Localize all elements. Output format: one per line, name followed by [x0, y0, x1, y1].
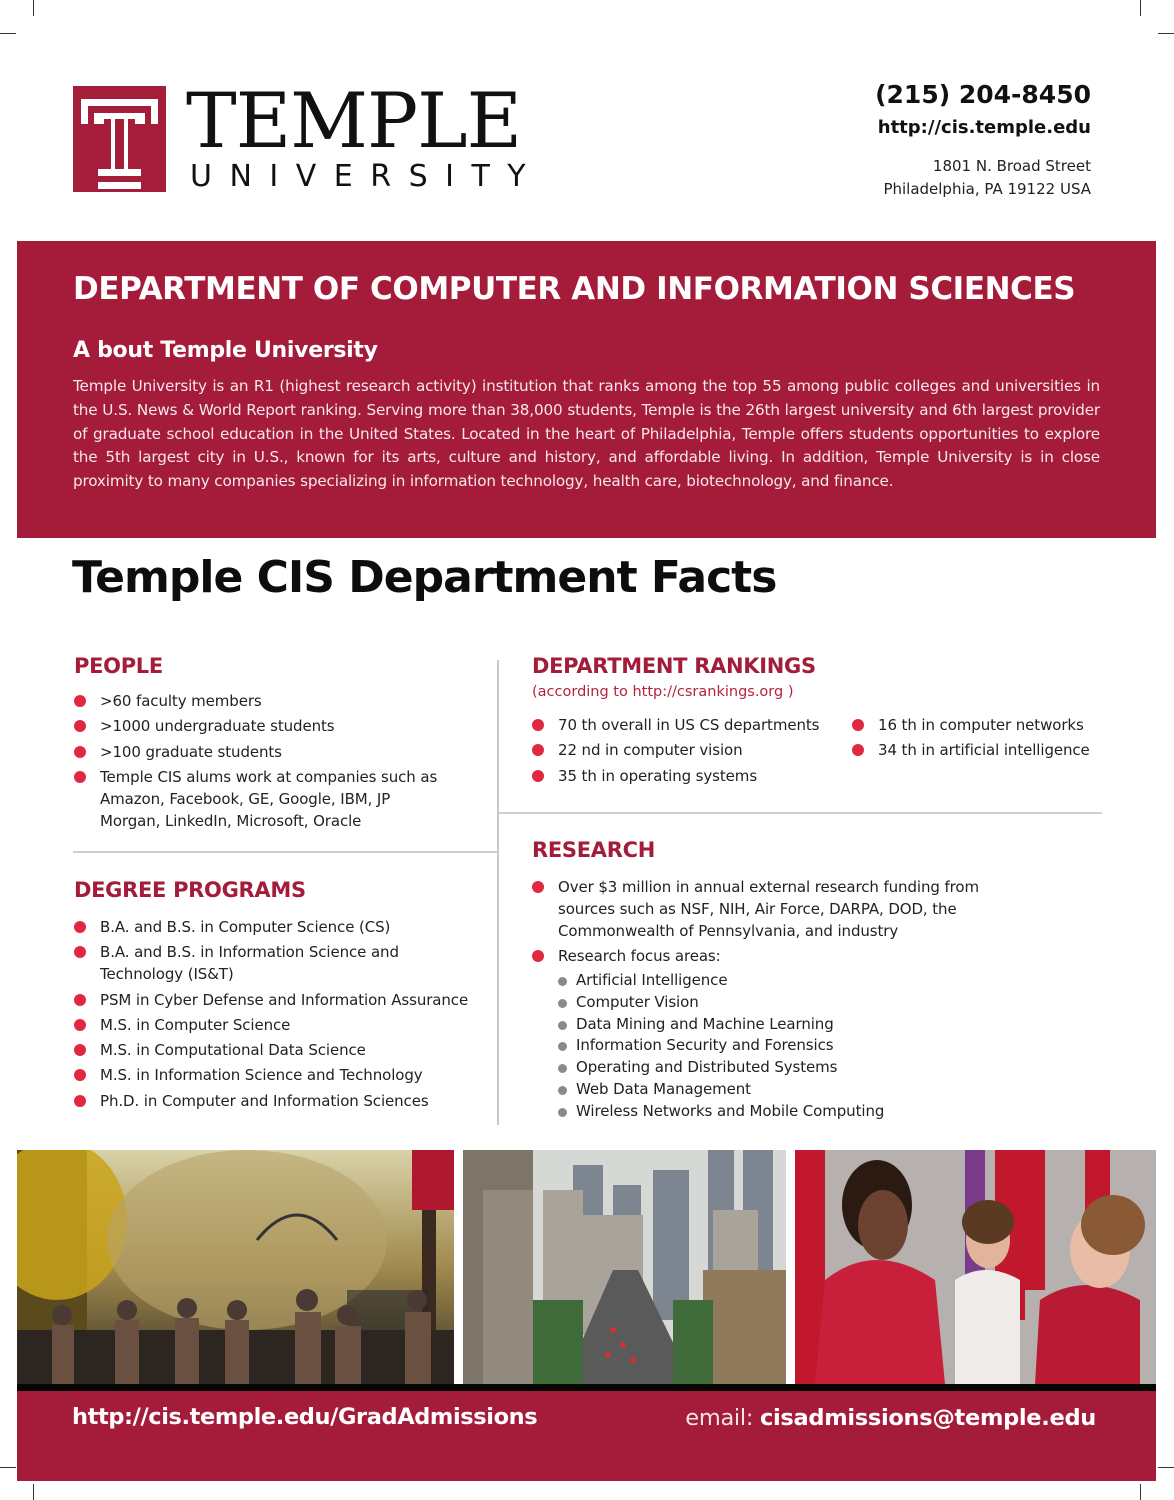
- bullet-icon: [74, 1044, 86, 1056]
- list-item: 22 nd in computer vision: [532, 739, 852, 761]
- bullet-icon: [74, 695, 86, 707]
- temple-logo: [73, 76, 544, 194]
- department-title: DEPARTMENT OF COMPUTER AND INFORMATION SCIENCES: [73, 271, 1076, 307]
- bullet-icon: [74, 946, 86, 958]
- crop-mark: [0, 33, 16, 34]
- list-item: >100 graduate students: [74, 741, 484, 763]
- footer-banner: [17, 1391, 1156, 1481]
- sub-list-item: Web Data Management: [558, 1079, 1002, 1101]
- email-label: email:: [685, 1405, 760, 1431]
- temple-t-logo-icon: [73, 86, 166, 192]
- degree-programs-title: DEGREE PROGRAMS: [74, 878, 306, 902]
- bullet-icon: [532, 719, 544, 731]
- bullet-icon: [74, 720, 86, 732]
- sub-list-item: Operating and Distributed Systems: [558, 1057, 1002, 1079]
- rankings-source: (according to http://csrankings.org ): [532, 684, 794, 700]
- sub-bullet-icon: [558, 999, 567, 1008]
- bullet-icon: [74, 1019, 86, 1031]
- sub-bullet-icon: [558, 1042, 567, 1051]
- logo-subtitle: UNIVERSITY: [190, 159, 544, 194]
- list-item: >60 faculty members: [74, 690, 484, 712]
- logo-wordmark: TEMPLE: [186, 76, 522, 165]
- list-item: 35 th in operating systems: [532, 765, 852, 787]
- bullet-icon: [74, 1069, 86, 1081]
- bullet-icon: [532, 744, 544, 756]
- list-item: >1000 undergraduate students: [74, 715, 484, 737]
- phone-number: (215) 204-8450: [875, 80, 1091, 109]
- grad-admissions-link[interactable]: http://cis.temple.edu/GradAdmissions: [72, 1404, 538, 1430]
- list-item: 16 th in computer networks: [852, 714, 1090, 736]
- address-line-2: Philadelphia, PA 19122 USA: [883, 180, 1091, 198]
- crop-mark: [1140, 1484, 1141, 1500]
- crop-mark: [33, 0, 34, 16]
- list-item: Research focus areas: Artificial Intelligence Computer Vision Data Mining and Machine Learning Information Security and Forensics Operating and Distributed Systems Web Data Management Wireless Networks and Mobile Computing: [532, 945, 1002, 1122]
- section-divider: [73, 851, 498, 853]
- bullet-icon: [74, 921, 86, 933]
- campus-walkway-photo: [17, 1150, 454, 1384]
- section-divider: [498, 812, 1102, 814]
- sub-bullet-icon: [558, 1021, 567, 1030]
- students-photo: [795, 1150, 1156, 1384]
- degree-programs-section: [74, 876, 494, 1115]
- bullet-icon: [532, 770, 544, 782]
- crop-mark: [1158, 33, 1174, 34]
- bullet-icon: [74, 771, 86, 783]
- email-link[interactable]: cisadmissions@temple.edu: [759, 1405, 1096, 1431]
- people-title: PEOPLE: [74, 654, 163, 678]
- photo-strip: [17, 1150, 1156, 1384]
- about-title: A bout Temple University: [73, 338, 378, 363]
- people-section: [74, 652, 484, 835]
- list-item: 34 th in artificial intelligence: [852, 739, 1090, 761]
- rankings-title: DEPARTMENT RANKINGS: [532, 654, 816, 678]
- bullet-icon: [852, 744, 864, 756]
- sub-bullet-icon: [558, 1086, 567, 1095]
- photo-divider-bar: [17, 1384, 1156, 1391]
- list-item: Over $3 million in annual external research funding from sources such as NSF, NIH, Air Force, DARPA, DOD, the Commonwealth of Pennsylvania, and industry: [532, 876, 1002, 942]
- rankings-section: [532, 652, 1112, 790]
- list-item: M.S. in Information Science and Technology: [74, 1064, 494, 1086]
- website-link[interactable]: http://cis.temple.edu: [877, 117, 1091, 138]
- list-item: Ph.D. in Computer and Information Sciences: [74, 1090, 494, 1112]
- sub-bullet-icon: [558, 977, 567, 986]
- sub-bullet-icon: [558, 1064, 567, 1073]
- column-divider: [497, 660, 499, 1125]
- email-contact: [685, 1405, 1096, 1431]
- sub-list-item: Information Security and Forensics: [558, 1035, 1002, 1057]
- department-banner: [17, 241, 1156, 538]
- list-item: B.A. and B.S. in Information Science and Technology (IS&T): [74, 941, 404, 985]
- about-body: Temple University is an R1 (highest research activity) institution that ranks among the top 55 among public colleges and universities in the U.S. News & World Report ranking. Serving more than 38,000 students, Temple is the 26th largest university and 6th largest provider of graduate school education in the United States. Located in the heart of Philadelphia, Temple offers students opportunities to explore the 5th largest city in U.S., known for its arts, culture and history, and affordable living. In addition, Temple University is in close proximity to many companies specializing in information technology, health care, biotechnology, and finance.: [73, 377, 1100, 491]
- list-item: B.A. and B.S. in Computer Science (CS): [74, 916, 494, 938]
- crop-mark: [0, 1467, 16, 1468]
- research-section: [532, 836, 1002, 1126]
- list-item: M.S. in Computational Data Science: [74, 1039, 494, 1061]
- address-line-1: 1801 N. Broad Street: [932, 157, 1091, 175]
- sub-list-item: Wireless Networks and Mobile Computing: [558, 1101, 1002, 1123]
- facts-title: Temple CIS Department Facts: [72, 552, 777, 603]
- sub-list-item: Data Mining and Machine Learning: [558, 1014, 1002, 1036]
- bullet-icon: [532, 950, 544, 962]
- contact-info: [875, 78, 1091, 201]
- bullet-icon: [74, 994, 86, 1006]
- bullet-icon: [532, 881, 544, 893]
- crop-mark: [1140, 0, 1141, 16]
- research-title: RESEARCH: [532, 838, 655, 862]
- bullet-icon: [852, 719, 864, 731]
- list-item: 70 th overall in US CS departments: [532, 714, 852, 736]
- list-item: Temple CIS alums work at companies such as Amazon, Facebook, GE, Google, IBM, JP Morgan, LinkedIn, Microsoft, Oracle: [74, 766, 444, 832]
- list-item: PSM in Cyber Defense and Information Assurance: [74, 989, 494, 1011]
- crop-mark: [1158, 1467, 1174, 1468]
- crop-mark: [33, 1484, 34, 1500]
- bullet-icon: [74, 1095, 86, 1107]
- bullet-icon: [74, 746, 86, 758]
- city-skyline-photo: [463, 1150, 786, 1384]
- sub-list-item: Computer Vision: [558, 992, 1002, 1014]
- list-item: M.S. in Computer Science: [74, 1014, 494, 1036]
- sub-bullet-icon: [558, 1108, 567, 1117]
- sub-list-item: Artificial Intelligence: [558, 970, 1002, 992]
